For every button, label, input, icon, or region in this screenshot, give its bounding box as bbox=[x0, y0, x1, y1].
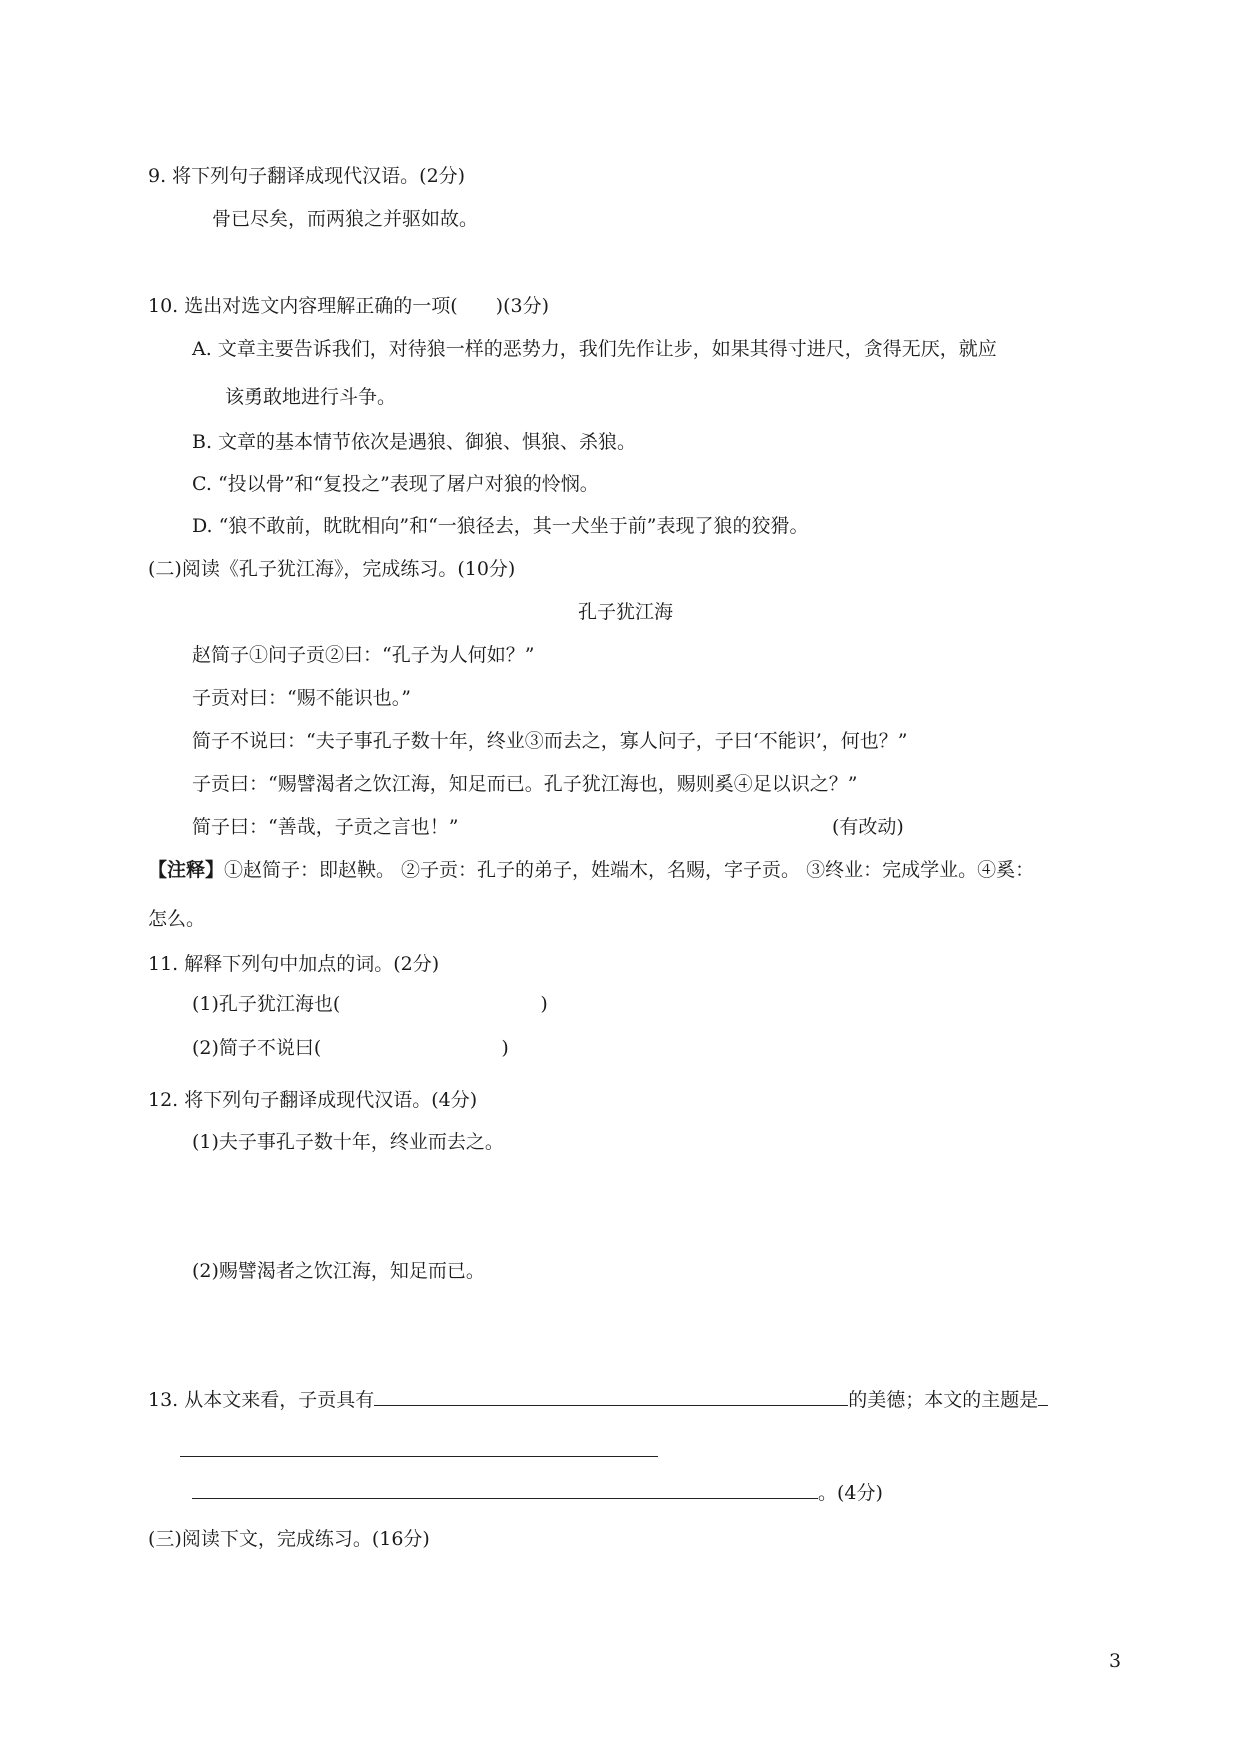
section3-heading: (三)阅读下文，完成练习。(16分) bbox=[148, 1528, 430, 1550]
q12-item-1: (1)夫子事孔子数十年，终业而去之。 bbox=[192, 1131, 504, 1153]
annotation bbox=[148, 861, 1034, 880]
passage-line: 子贡对曰：“赐不能识也。” bbox=[192, 687, 411, 709]
q13-line-3 bbox=[192, 1484, 883, 1503]
q11-item-2-text: (2)简子不说曰( bbox=[192, 1037, 322, 1059]
q11-item-1 bbox=[192, 995, 548, 1014]
q13-blank-theme-line-2[interactable] bbox=[180, 1456, 658, 1457]
passage-line: 简子曰：“善哉，子贡之言也！” bbox=[192, 816, 459, 838]
passage-title: 孔子犹江海 bbox=[578, 601, 674, 623]
q10-stem-tail: )(3分) bbox=[495, 295, 549, 317]
passage-line: 简子不说曰：“夫子事孔子数十年，终业③而去之，寡人问子，子曰‘不能识’，何也？” bbox=[192, 730, 908, 752]
passage-line: 子贡曰：“赐譬渴者之饮江海，知足而已。孔子犹江海也，赐则奚④足以识之？” bbox=[192, 773, 858, 795]
q12-stem: 12. 将下列句子翻译成现代汉语。(4分) bbox=[148, 1089, 478, 1111]
q13-blank-theme-start[interactable] bbox=[1038, 1404, 1048, 1406]
q11-item-1-text: (1)孔子犹江海也( bbox=[192, 993, 341, 1015]
q10-option-c: C. “投以骨”和“复投之”表现了屠户对狼的怜悯。 bbox=[192, 473, 599, 495]
q13-score: 。(4分) bbox=[818, 1482, 883, 1504]
annotation-text: ①赵简子：即赵鞅。 ②子贡：孔子的弟子，姓端木，名赐，字子贡。 ③终业：完成学业。④奚： bbox=[224, 859, 1035, 881]
page-number: 3 bbox=[1109, 1650, 1122, 1672]
q10-stem-text: 10. 选出对选文内容理解正确的一项( bbox=[148, 295, 458, 317]
q10-stem bbox=[148, 297, 549, 316]
q10-option-b: B. 文章的基本情节依次是遇狼、御狼、惧狼、杀狼。 bbox=[192, 431, 637, 453]
q13-prefix: 13. 从本文来看，子贡具有 bbox=[148, 1389, 375, 1411]
q11-item-2-close: ) bbox=[501, 1037, 509, 1059]
section2-heading: (二)阅读《孔子犹江海》，完成练习。(10分) bbox=[148, 558, 516, 580]
q9-stem: 9. 将下列句子翻译成现代汉语。(2分) bbox=[148, 165, 466, 187]
q11-item-1-close: ) bbox=[540, 993, 548, 1015]
q13-middle: 的美德；本文的主题是 bbox=[848, 1389, 1039, 1411]
q13-blank-theme-line-3[interactable] bbox=[192, 1497, 818, 1499]
q13-line-1 bbox=[148, 1391, 1048, 1410]
adapted-note: (有改动) bbox=[832, 816, 904, 838]
q10-option-d: D. “狼不敢前，眈眈相向”和“一狼径去，其一犬坐于前”表现了狼的狡猾。 bbox=[192, 515, 809, 537]
annotation-cont: 怎么。 bbox=[148, 908, 206, 930]
q10-option-a-cont: 该勇敢地进行斗争。 bbox=[225, 386, 397, 408]
q9-sentence: 骨已尽矣，而两狼之并驱如故。 bbox=[212, 208, 479, 230]
q11-stem: 11. 解释下列句中加点的词。(2分) bbox=[148, 953, 440, 975]
q12-item-2: (2)赐譬渴者之饮江海，知足而已。 bbox=[192, 1260, 485, 1282]
passage-line: 赵简子①问子贡②曰：“孔子为人何如？” bbox=[192, 644, 535, 666]
q11-item-2 bbox=[192, 1039, 509, 1058]
annotation-label: 【注释】 bbox=[148, 859, 225, 881]
q10-option-a: A. 文章主要告诉我们，对待狼一样的恶势力，我们先作让步，如果其得寸进尺，贪得无厌，就应 bbox=[192, 338, 997, 360]
q13-blank-virtue[interactable] bbox=[374, 1404, 848, 1406]
